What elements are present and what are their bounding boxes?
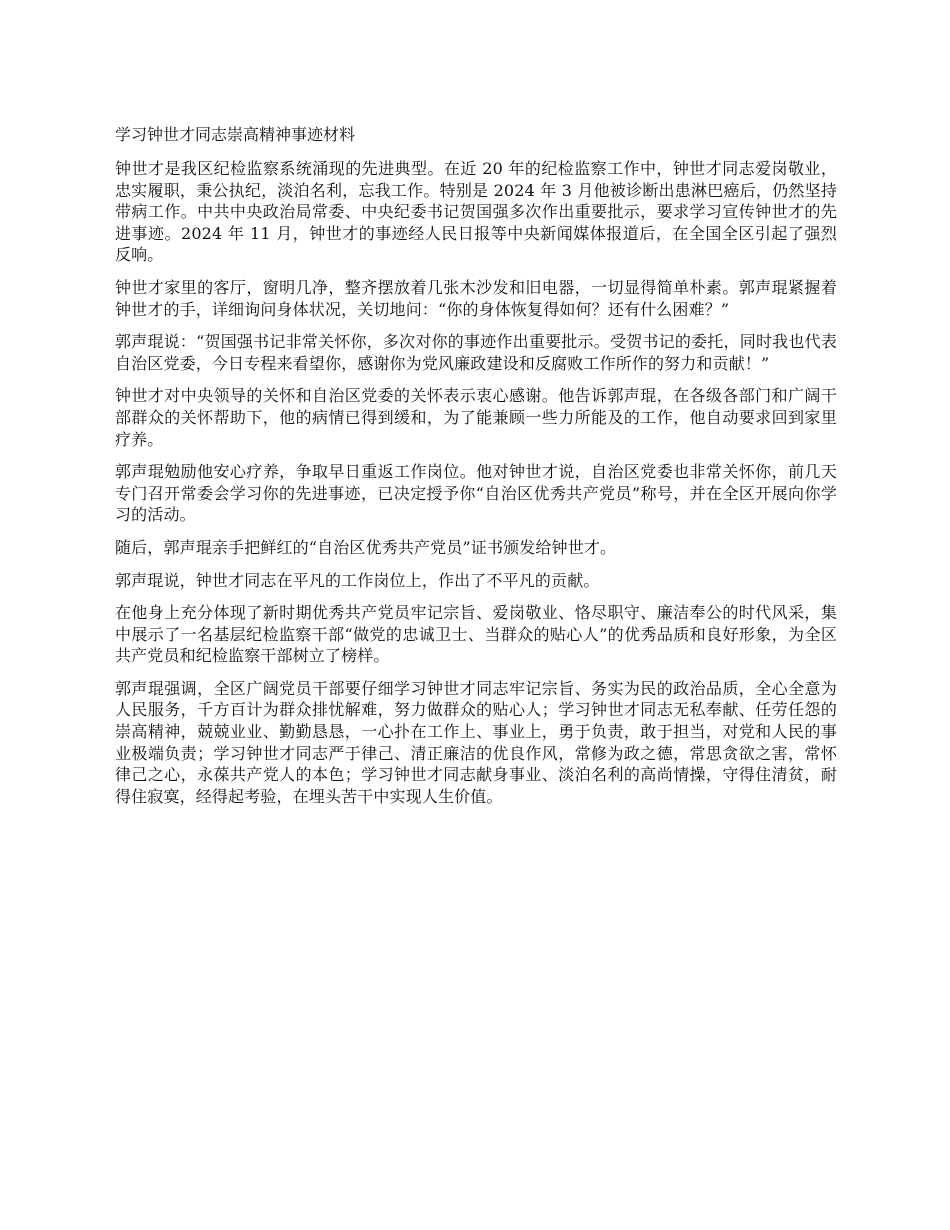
paragraph: 郭声琨说，钟世才同志在平凡的工作岗位上，作出了不平凡的贡献。 xyxy=(115,570,600,590)
paragraph: 随后，郭声琨亲手把鲜红的“自治区优秀共产党员”证书颁发给钟世才。 xyxy=(115,537,617,557)
paragraph: 钟世才对中央领导的关怀和自治区党委的关怀表示衷心感谢。他告诉郭声琨，在各级各部门和广阔干部群众的关怀帮助下，他的病情已得到缓和，为了能兼顾一些力所能及的工作，他自动要求回到家里疗养。 xyxy=(115,386,837,449)
paragraph: 在他身上充分体现了新时期优秀共产党员牢记宗旨、爱岗敬业、恪尽职守、廉洁奉公的时代风采，集中展示了一名基层纪检监察干部“做党的忠诚卫士、当群众的贴心人”的优秀品质和良好形象，为全区共产党员和纪检监察干部树立了榜样。 xyxy=(115,603,837,666)
paragraph: 郭声琨说：“贺国强书记非常关怀你，多次对你的事迹作出重要批示。受贺书记的委托，同时我也代表自治区党委，今日专程来看望你，感谢你为党风廉政建设和反腐败工作所作的努力和贡献！” xyxy=(115,332,837,373)
document-title: 学习钟世才同志崇高精神事迹材料 xyxy=(115,125,356,144)
paragraph: 郭声琨强调，全区广阔党员干部要仔细学习钟世才同志牢记宗旨、务实为民的政治品质，全心全意为人民服务，千方百计为群众排忧解难，努力做群众的贴心人；学习钟世才同志无私奉献、任劳任怨的崇高精神，兢兢业业、勤勤恳恳，一心扑在工作上、事业上，勇于负责，敢于担当，对党和人民的事业极端负责；学习钟世才同志严于律己、清正廉洁的优良作风，常修为政之德，常思贪欲之害，常怀律己之心，永葆共产党人的本色；学习钟世才同志献身事业、淡泊名利的高尚情操，守得住清贫，耐得住寂寞，经得起考验，在埋头苦干中实现人生价值。 xyxy=(115,678,837,806)
paragraph: 郭声琨勉励他安心疗养，争取早日重返工作岗位。他对钟世才说，自治区党委也非常关怀你，前几天专门召开常委会学习你的先进事迹，已决定授予你“自治区优秀共产党员”称号，并在全区开展向你学习的活动。 xyxy=(115,462,837,525)
document-page xyxy=(115,123,837,818)
paragraph: 钟世才是我区纪检监察系统涌现的先进典型。在近 20 年的纪检监察工作中，钟世才同志爱岗敬业，忠实履职，秉公执纪，淡泊名利，忘我工作。特别是 2024 年 3 月他被诊断出患淋巴癌后，仍然坚持带病工作。中共中央政治局常委、中央纪委书记贺国强多次作出重要批示，要求学习宣传钟世才的先进事迹。2024 年 11 月，钟世才的事迹经人民日报等中央新闻媒体报道后，在全国全区引起了强烈反响。 xyxy=(115,159,837,265)
paragraph: 钟世才家里的客厅，窗明几净，整齐摆放着几张木沙发和旧电器，一切显得简单朴素。郭声琨紧握着钟世才的手，详细询问身体状况，关切地问：“你的身体恢复得如何？还有什么困难？” xyxy=(115,277,837,319)
